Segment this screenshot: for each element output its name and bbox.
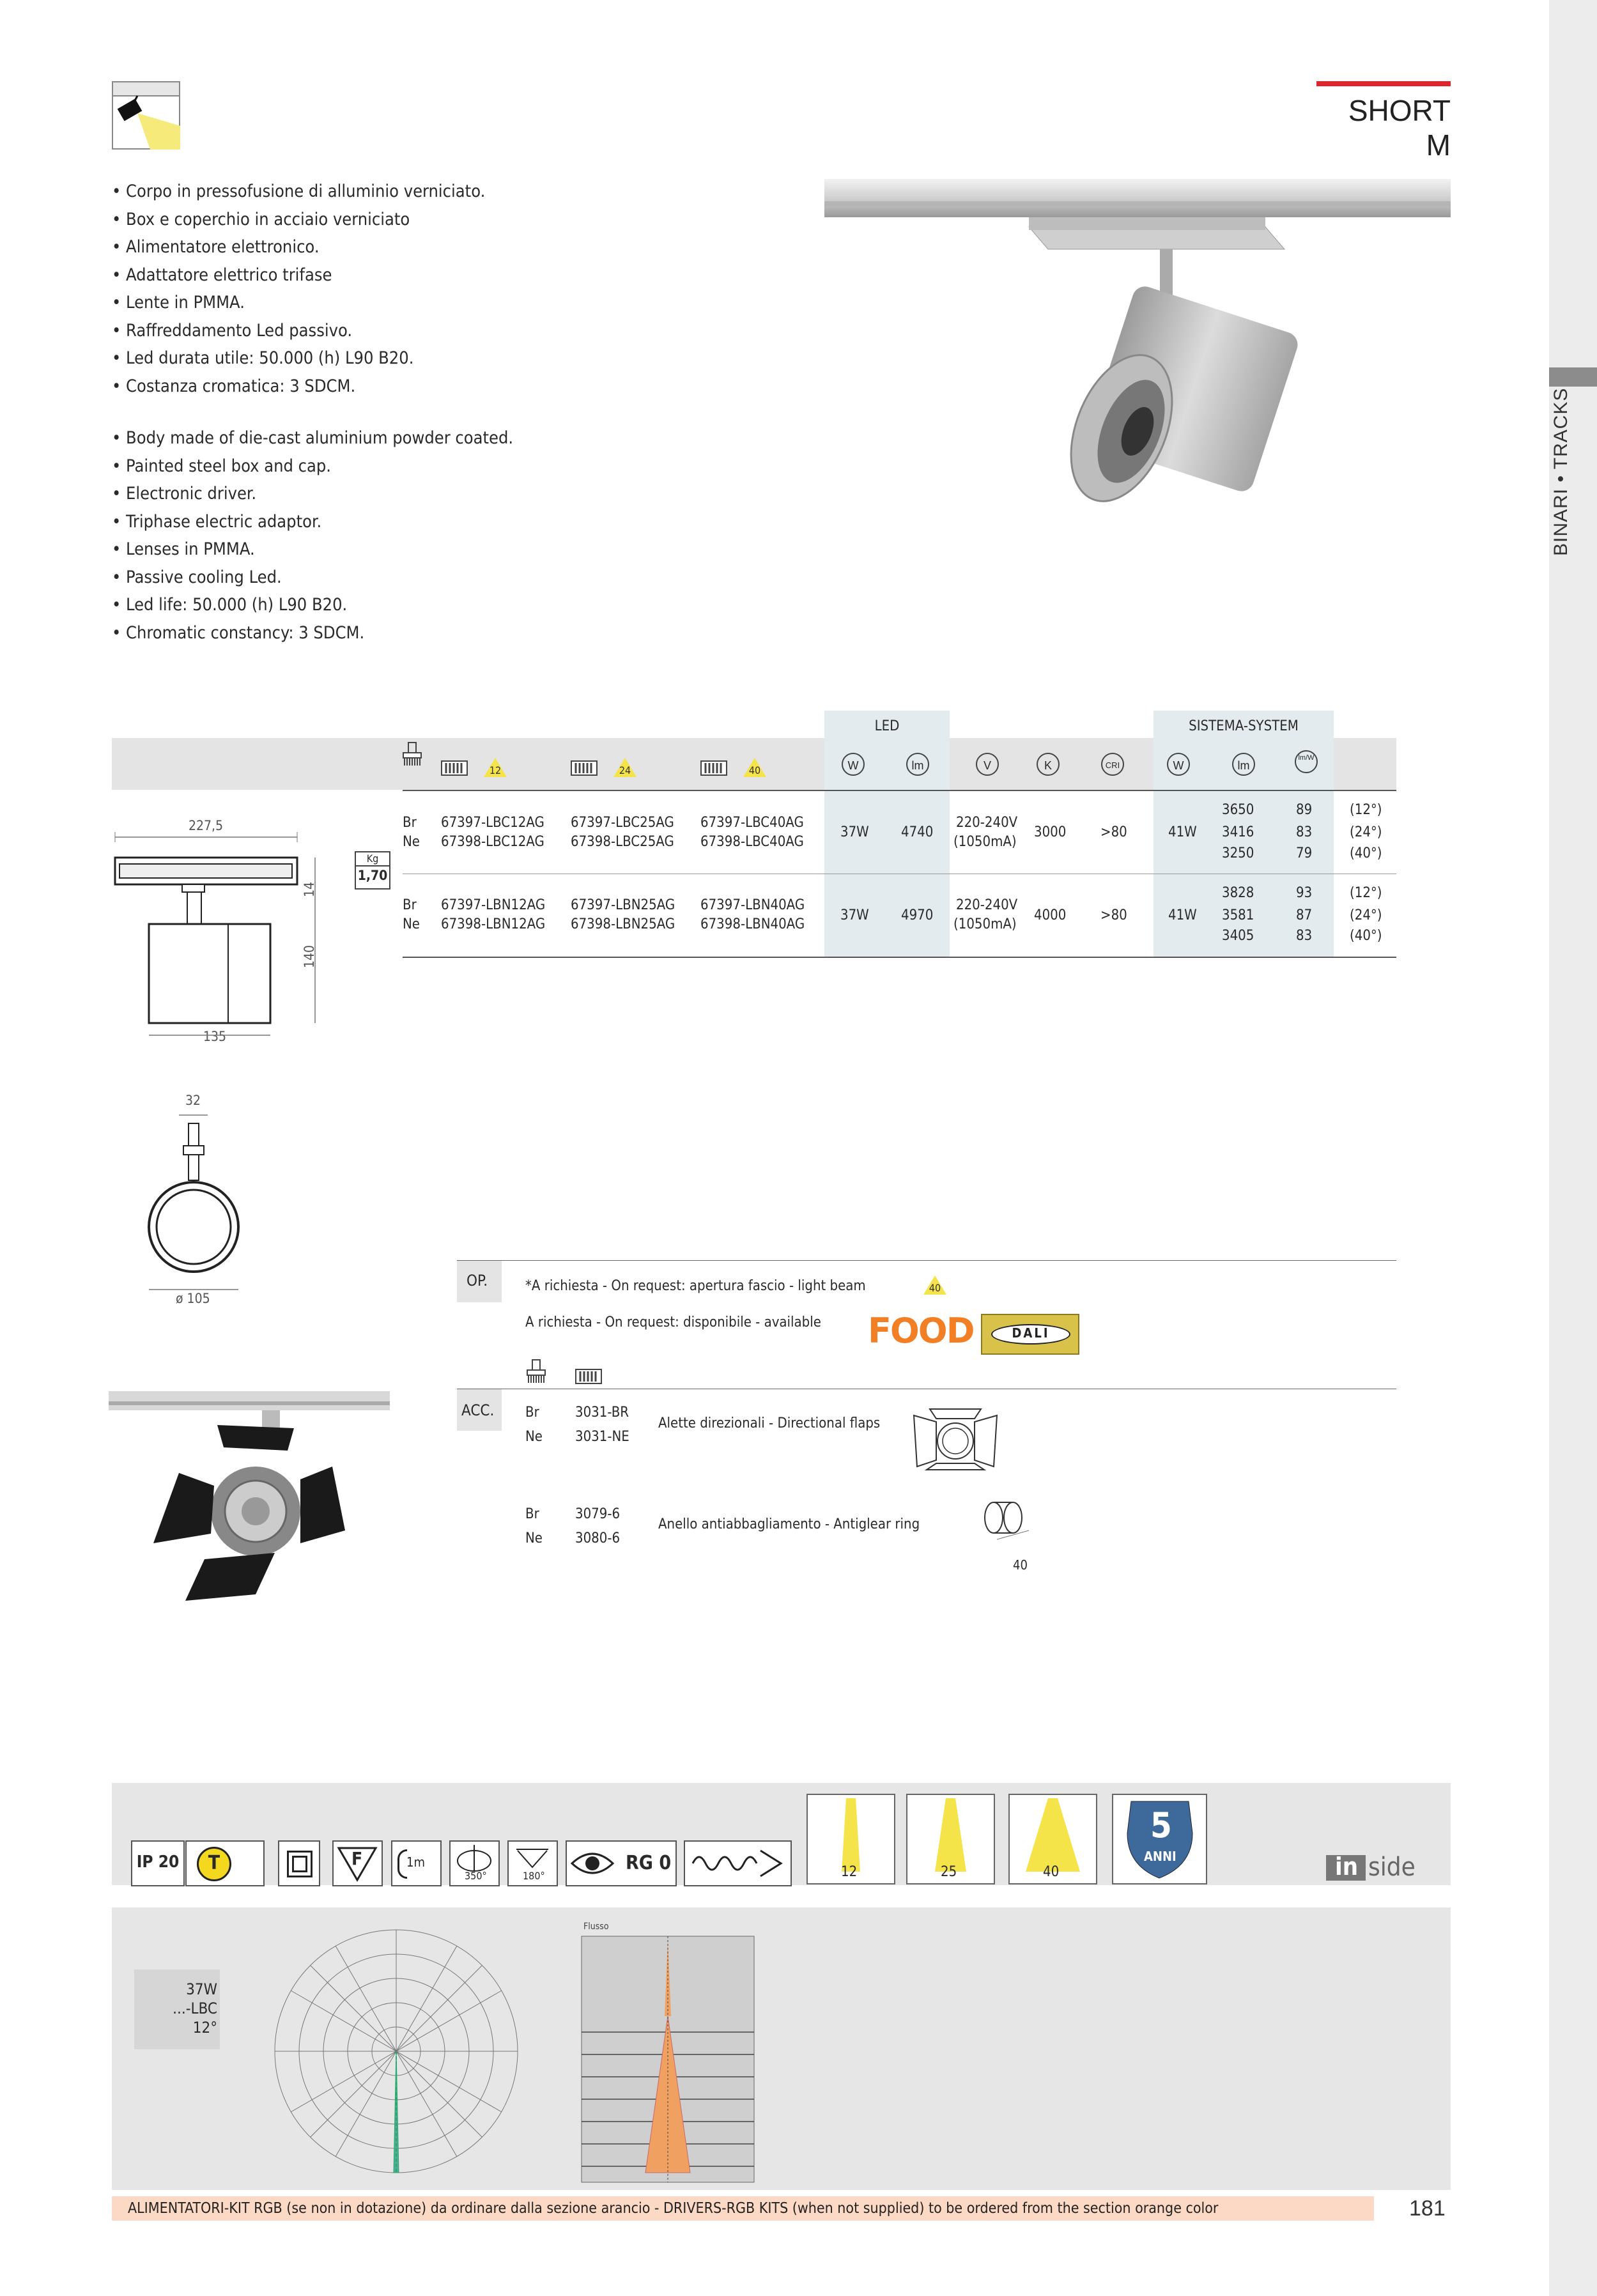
footer-note: ALIMENTATORI-KIT RGB (se non in dotazione) da ordinare dalla sezione arancio - DRIVERS-RGB KITS (when not supplied) to be ordered from the section orange color	[128, 2200, 1219, 2217]
feature-item: • Triphase electric adaptor.	[112, 511, 322, 532]
product-code: 67397-LBN40AG	[700, 897, 805, 913]
photometry-code: ...-LBC	[173, 1999, 217, 2017]
finish-ne: Ne	[403, 916, 420, 932]
cert-ip-box	[131, 1840, 185, 1886]
acc-code: 3031-NE	[575, 1429, 629, 1445]
beam-angle-group-12	[441, 760, 468, 778]
lumen-icon: lm	[906, 753, 929, 776]
beam-box-label: 12	[841, 1864, 858, 1880]
f-mark-text: F	[351, 1848, 363, 1869]
volt-icon: V	[976, 753, 999, 776]
product-code: 67397-LBC12AG	[441, 815, 544, 831]
t-rating-icon	[197, 1847, 231, 1881]
finish-brush-icon	[401, 741, 423, 769]
product-code: 67398-LBC25AG	[571, 834, 674, 850]
feature-item: • Passive cooling Led.	[112, 567, 282, 587]
beam-angle-value: 40	[748, 764, 761, 776]
warranty-text: ANNI	[1144, 1849, 1177, 1864]
feature-item: • Costanza cromatica: 3 SDCM.	[112, 376, 356, 396]
dim-length: 227,5	[189, 818, 224, 833]
acc-code-icon	[575, 1369, 602, 1387]
system-lumen: 3405	[1222, 928, 1254, 944]
dim-h1: 14	[302, 881, 318, 898]
voltage: 220-240V	[956, 815, 1018, 831]
system-lumen: 3250	[1222, 845, 1254, 861]
food-logo-text: FOOD	[868, 1311, 974, 1351]
led-watt: 37W	[840, 907, 869, 923]
side-view-drawing	[112, 831, 336, 1042]
dim-stem: 32	[185, 1093, 201, 1108]
page-number: 181	[1409, 2196, 1446, 2221]
polar-diagram	[236, 1917, 556, 2185]
kelvin-icon: K	[1037, 753, 1060, 776]
features-italian	[112, 178, 485, 400]
acc-finish: Br	[525, 1405, 539, 1421]
beam-angle-group-24	[571, 760, 598, 778]
finish-br: Br	[403, 815, 417, 831]
feature-item: • Alimentatore elettronico.	[112, 237, 320, 257]
finish-ne: Ne	[403, 834, 420, 850]
feature-item: • Lenses in PMMA.	[112, 539, 255, 559]
inside-logo	[1326, 1850, 1441, 1882]
product-code: 67397-LBN12AG	[441, 897, 546, 913]
system-lumen: 3828	[1222, 885, 1254, 901]
front-view-drawing	[144, 1112, 252, 1304]
option-beam-value: 40	[929, 1282, 941, 1294]
product-code: 67398-LBN25AG	[571, 916, 675, 932]
beam-angle: (12°)	[1350, 885, 1382, 901]
rg0-badge	[566, 1840, 677, 1886]
acc-brush-icon	[525, 1359, 547, 1387]
weight-badge	[355, 851, 390, 890]
system-watt: 41W	[1168, 907, 1197, 923]
rg0-text: RG 0	[626, 1852, 672, 1874]
system-lumen-icon: lm	[1232, 753, 1255, 776]
driver-flicker-icon	[684, 1840, 792, 1886]
product-photo	[824, 176, 1451, 572]
features-english	[112, 424, 513, 647]
cone-title: Flusso	[583, 1922, 609, 1932]
track-spot-icon	[112, 81, 180, 150]
system-watt-icon: W	[1167, 753, 1190, 776]
dim-h2: 140	[302, 944, 318, 969]
illuminance-cone-diagram	[578, 1920, 757, 2185]
beam-angle-value: 12	[489, 764, 502, 776]
rotation-350-icon	[449, 1840, 500, 1886]
feature-item: • Corpo in pressofusione di alluminio verniciato.	[112, 181, 486, 201]
beam-box-12	[806, 1794, 895, 1884]
flaps-drawing	[911, 1403, 1000, 1475]
beam-angle: (40°)	[1350, 928, 1382, 944]
beam-angle-group-40	[700, 760, 727, 778]
voltage: 220-240V	[956, 897, 1018, 913]
class-ii-icon	[278, 1840, 320, 1886]
svg-text:*: *	[1014, 1795, 1022, 1817]
row-divider	[403, 957, 1396, 958]
efficacy-icon: lm/W	[1295, 750, 1318, 773]
accessories-label: ACC.	[461, 1401, 495, 1419]
warranty-number: 5	[1150, 1805, 1172, 1845]
product-code: 67398-LBN12AG	[441, 916, 546, 932]
feature-item: • Electronic driver.	[112, 484, 257, 504]
page-title: SHORT M	[1348, 94, 1451, 162]
led-lumen: 4970	[901, 907, 934, 923]
system-lumen: 3416	[1222, 824, 1254, 840]
kelvin: 4000	[1034, 907, 1067, 923]
beam-angle: (40°)	[1350, 845, 1382, 861]
acc-finish: Ne	[525, 1429, 543, 1445]
option-available: A richiesta - On request: disponibile - available	[525, 1314, 821, 1330]
distance-text: 1m	[406, 1854, 425, 1870]
led-watt: 37W	[840, 824, 869, 840]
watt-icon: W	[842, 753, 865, 776]
system-group-label: SISTEMA-SYSTEM	[1189, 718, 1299, 734]
rotation-180-icon	[507, 1840, 558, 1886]
weight-unit: Kg	[366, 852, 379, 865]
feature-item: • Box e coperchio in acciaio verniciato	[112, 209, 410, 229]
efficacy: 89	[1296, 802, 1313, 818]
feature-item: • Led durata utile: 50.000 (h) L90 B20.	[112, 348, 414, 368]
accessory-photo	[109, 1390, 390, 1601]
led-group-label: LED	[874, 718, 900, 734]
acc-finish: Ne	[525, 1530, 543, 1546]
finish-br: Br	[403, 897, 417, 913]
system-lumen: 3581	[1222, 907, 1254, 923]
weight-value: 1,70	[356, 865, 389, 884]
beam-box-label: 25	[941, 1864, 957, 1880]
ring-drawing	[978, 1499, 1035, 1546]
beam-angle: (24°)	[1350, 907, 1382, 923]
inside-logo-in: in	[1335, 1853, 1359, 1881]
side-tab-marker	[1549, 367, 1597, 387]
photometry-label-box	[134, 1969, 220, 2049]
feature-item: • Painted steel box and cap.	[112, 456, 331, 476]
option-light-beam: *A richiesta - On request: apertura fascio - light beam	[525, 1278, 866, 1294]
acc-code: 3080-6	[575, 1530, 621, 1546]
feature-item: • Chromatic constancy: 3 SDCM.	[112, 622, 365, 643]
current: (1050mA)	[953, 834, 1017, 850]
dim-diameter: ø 105	[176, 1291, 210, 1306]
option-beam-triangle	[923, 1275, 946, 1295]
system-watt: 41W	[1168, 824, 1197, 840]
side-tab	[1549, 0, 1597, 2296]
efficacy: 87	[1296, 907, 1313, 923]
side-tab-label: BINARI • TRACKS	[1550, 387, 1571, 556]
system-lumen: 3650	[1222, 802, 1254, 818]
distance-icon	[391, 1840, 442, 1886]
row-divider	[403, 790, 1396, 791]
efficacy: 83	[1296, 824, 1313, 840]
current: (1050mA)	[953, 916, 1017, 932]
kelvin: 3000	[1034, 824, 1067, 840]
feature-item: • Body made of die-cast aluminium powder coated.	[112, 428, 514, 448]
product-code: 67398-LBC40AG	[700, 834, 804, 850]
t-rating-text: T	[208, 1852, 220, 1874]
food-logo	[868, 1311, 974, 1351]
cri: >80	[1100, 824, 1127, 840]
feature-item: • Lente in PMMA.	[112, 293, 245, 312]
led-lumen: 4740	[901, 824, 934, 840]
options-label: OP.	[467, 1272, 488, 1290]
product-code: 67397-LBC25AG	[571, 815, 674, 831]
beam-angle-triangle	[484, 758, 507, 777]
acc-description: Alette direzionali - Directional flaps	[658, 1415, 881, 1431]
beam-angle-triangle	[743, 758, 766, 777]
dali-logo-text: DALI	[1012, 1325, 1050, 1341]
ring-dimension: 40	[1013, 1557, 1028, 1573]
photometry-watt: 37W	[186, 1980, 217, 1998]
acc-finish: Br	[525, 1506, 539, 1522]
feature-item: • Adattatore elettrico trifase	[112, 265, 332, 285]
product-code: 67398-LBN40AG	[700, 916, 805, 932]
product-code: 67398-LBC12AG	[441, 834, 544, 850]
dim-width: 135	[203, 1029, 227, 1044]
photometry-angle: 12°	[192, 2019, 217, 2037]
f-mark-icon	[332, 1840, 383, 1886]
efficacy: 83	[1296, 928, 1313, 944]
beam-box-40	[1008, 1794, 1097, 1884]
acc-code: 3079-6	[575, 1506, 621, 1522]
options-divider	[457, 1260, 1396, 1261]
acc-code: 3031-BR	[575, 1405, 629, 1421]
product-code: 67397-LBN25AG	[571, 897, 675, 913]
beam-box-25	[906, 1794, 995, 1884]
dali-logo	[981, 1314, 1079, 1355]
cri-icon: CRI	[1101, 753, 1124, 776]
acc-description: Anello antiabbagliamento - Antiglear ring	[658, 1516, 920, 1532]
inside-logo-side: side	[1368, 1853, 1416, 1882]
rotation-180-text: 180°	[523, 1870, 545, 1882]
cert-t-box	[185, 1840, 265, 1886]
feature-item: • Led life: 50.000 (h) L90 B20.	[112, 595, 348, 615]
cert-ip-text: IP 20	[136, 1853, 180, 1872]
efficacy: 93	[1296, 885, 1313, 901]
beam-angle: (24°)	[1350, 824, 1382, 840]
product-code: 67397-LBC40AG	[700, 815, 804, 831]
feature-item: • Raffreddamento Led passivo.	[112, 320, 353, 341]
rotation-350-text: 350°	[465, 1870, 487, 1882]
warranty-badge	[1112, 1794, 1207, 1884]
beam-angle-value: 24	[619, 764, 631, 776]
beam-angle-triangle	[613, 758, 636, 777]
beam-box-label: 40	[1043, 1864, 1060, 1880]
beam-angle: (12°)	[1350, 802, 1382, 818]
cri: >80	[1100, 907, 1127, 923]
efficacy: 79	[1296, 845, 1313, 861]
title-accent-bar	[1316, 81, 1451, 86]
